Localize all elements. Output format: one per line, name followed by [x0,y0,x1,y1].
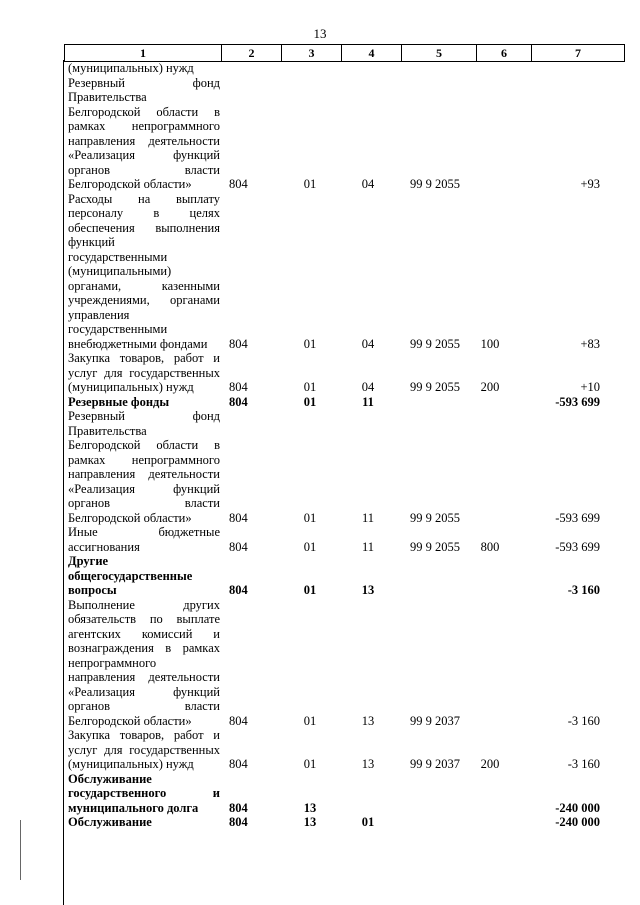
ministry-code: 804 [229,713,248,728]
amount-change: -3 160 [567,757,600,771]
header-col-2: 2 [222,45,282,62]
target-article-code: 99 9 2055 [410,510,460,525]
subsection-code: 04 [361,336,375,351]
description-line: органов власти [68,496,220,510]
subsection-code: 13 [361,583,375,597]
table-row [0,351,640,395]
amount-change: -240 000 [555,815,600,829]
description-line: Белгородской области» [68,713,192,728]
amount-change: -593 699 [555,539,600,554]
table-row [0,61,640,76]
row-description [68,815,220,830]
amount-change: +83 [580,336,600,351]
expense-type-code: 100 [480,336,500,351]
description-line: Обслуживание [68,815,152,829]
row-description [68,76,220,192]
amount-change: -3 160 [567,583,600,597]
table-row [0,409,640,525]
amount-change: -240 000 [555,800,600,815]
ministry-code: 804 [229,800,248,815]
description-line: «Реализация функций [68,684,220,699]
ministry-code: 804 [229,815,248,829]
description-line: ассигнования [68,539,140,554]
description-line: Правительства [68,90,147,104]
target-article-code: 99 9 2037 [410,713,460,728]
description-line: государственными [68,249,168,264]
section-code: 01 [303,583,317,597]
description-line: «Реализация функций [68,481,220,496]
table-row [0,598,640,729]
amount-change: -593 699 [555,510,600,525]
subsection-code: 01 [361,815,375,829]
section-code: 13 [303,815,317,829]
description-line: управления [68,307,130,322]
expense-type-code: 200 [480,757,500,771]
description-line: (муниципальных) нужд [68,61,194,75]
ministry-code: 804 [229,510,248,525]
description-line: внебюджетными фондами [68,336,208,351]
description-line: услуг для государственных [68,365,220,380]
row-description [68,409,220,525]
table-row [0,395,640,410]
column-header-table [64,44,625,62]
header-col-4: 4 [342,45,402,62]
description-line: Белгородской области» [68,510,192,525]
header-col-3: 3 [282,45,342,62]
row-description [68,395,220,410]
description-line: общегосударственные [68,568,193,583]
subsection-code: 04 [361,380,375,394]
subsection-code: 13 [361,757,375,771]
row-description [68,728,220,772]
ministry-code: 804 [229,583,248,597]
description-line: Белгородской области в [68,438,220,452]
table-row [0,772,640,816]
table-row [0,76,640,192]
description-line: рамках непрограммного [68,119,220,133]
page-number: 13 [313,26,327,41]
section-code: 01 [303,713,317,728]
description-line: вознаграждения в рамках [68,641,220,655]
row-description [68,554,220,598]
header-col-6: 6 [477,45,532,62]
row-description [68,192,220,352]
row-description [68,525,220,554]
description-line: Закупка товаров, работ и [68,351,220,365]
description-line: обязательств по выплате [68,612,220,626]
description-line: Закупка товаров, работ и [68,728,220,742]
target-article-code: 99 9 2055 [410,177,460,191]
section-code: 01 [303,757,317,771]
description-line: органами, казенными [68,278,220,293]
subsection-code: 11 [361,539,375,554]
description-line: рамках непрограммного [68,452,220,467]
description-line: функций [68,235,115,249]
row-description [68,598,220,729]
description-line: учреждениями, органами [68,293,220,307]
description-line: (муниципальными) [68,264,172,278]
description-line: персоналу в целях [68,206,220,220]
description-line: Резервный фонд [68,409,220,423]
description-line: непрограммного [68,655,157,670]
description-line: направления деятельности [68,133,220,148]
ministry-code: 804 [229,757,248,771]
description-line: Выполнение других [68,597,220,612]
description-line: услуг для государственных [68,742,220,757]
table-row [0,554,640,598]
description-line: вопросы [68,583,117,597]
description-line: органов власти [68,162,220,177]
description-line: (муниципальных) нужд [68,757,194,771]
subsection-code: 11 [362,394,374,409]
expense-type-code: 200 [480,380,500,394]
description-line: обеспечения выполнения [68,220,220,235]
description-line: «Реализация функций [68,148,220,162]
section-code: 13 [303,800,317,815]
table-row [0,525,640,554]
table-row [0,192,640,352]
section-code: 01 [303,394,317,409]
header-col-5: 5 [402,45,477,62]
header-col-1: 1 [65,45,222,62]
description-line: направления деятельности [68,670,220,684]
description-line: Резервный фонд [68,75,220,90]
description-line: (муниципальных) нужд [68,380,194,394]
description-line: Обслуживание [68,771,152,786]
section-code: 01 [303,539,317,554]
description-line: государственного и [68,786,220,800]
ministry-code: 804 [229,177,248,191]
description-line: Другие [68,554,109,568]
amount-change: -3 160 [567,713,600,728]
section-code: 01 [303,336,317,351]
ministry-code: 804 [229,394,248,409]
expense-type-code: 800 [480,539,500,554]
ministry-code: 804 [229,380,248,394]
table-row [0,728,640,772]
amount-change: +10 [580,380,600,394]
section-code: 01 [303,510,317,525]
amount-change: +93 [580,177,600,191]
description-line: органов власти [68,699,220,713]
description-line: агентских комиссий и [68,626,220,641]
subsection-code: 11 [361,510,375,525]
description-line: Белгородской области в [68,104,220,119]
description-line: государственными [68,322,168,336]
target-article-code: 99 9 2055 [410,336,460,351]
target-article-code: 99 9 2055 [410,539,460,554]
subsection-code: 13 [361,713,375,728]
target-article-code: 99 9 2055 [410,380,460,394]
description-line: Резервные фонды [68,394,170,409]
table-row [0,815,640,830]
description-line: направления деятельности [68,467,220,481]
description-line: Белгородской области» [68,177,192,191]
description-line: Правительства [68,423,147,438]
description-line: муниципального долга [68,800,199,815]
row-description [68,351,220,395]
ministry-code: 804 [229,336,248,351]
ministry-code: 804 [229,539,248,554]
row-description [68,61,220,76]
description-line: Расходы на выплату [68,191,220,206]
amount-change: -593 699 [555,394,600,409]
section-code: 01 [303,380,317,394]
row-description [68,772,220,816]
description-line: Иные бюджетные [68,525,220,539]
section-code: 01 [303,177,317,191]
subsection-code: 04 [361,177,375,191]
target-article-code: 99 9 2037 [410,757,460,771]
header-col-7: 7 [532,45,625,62]
